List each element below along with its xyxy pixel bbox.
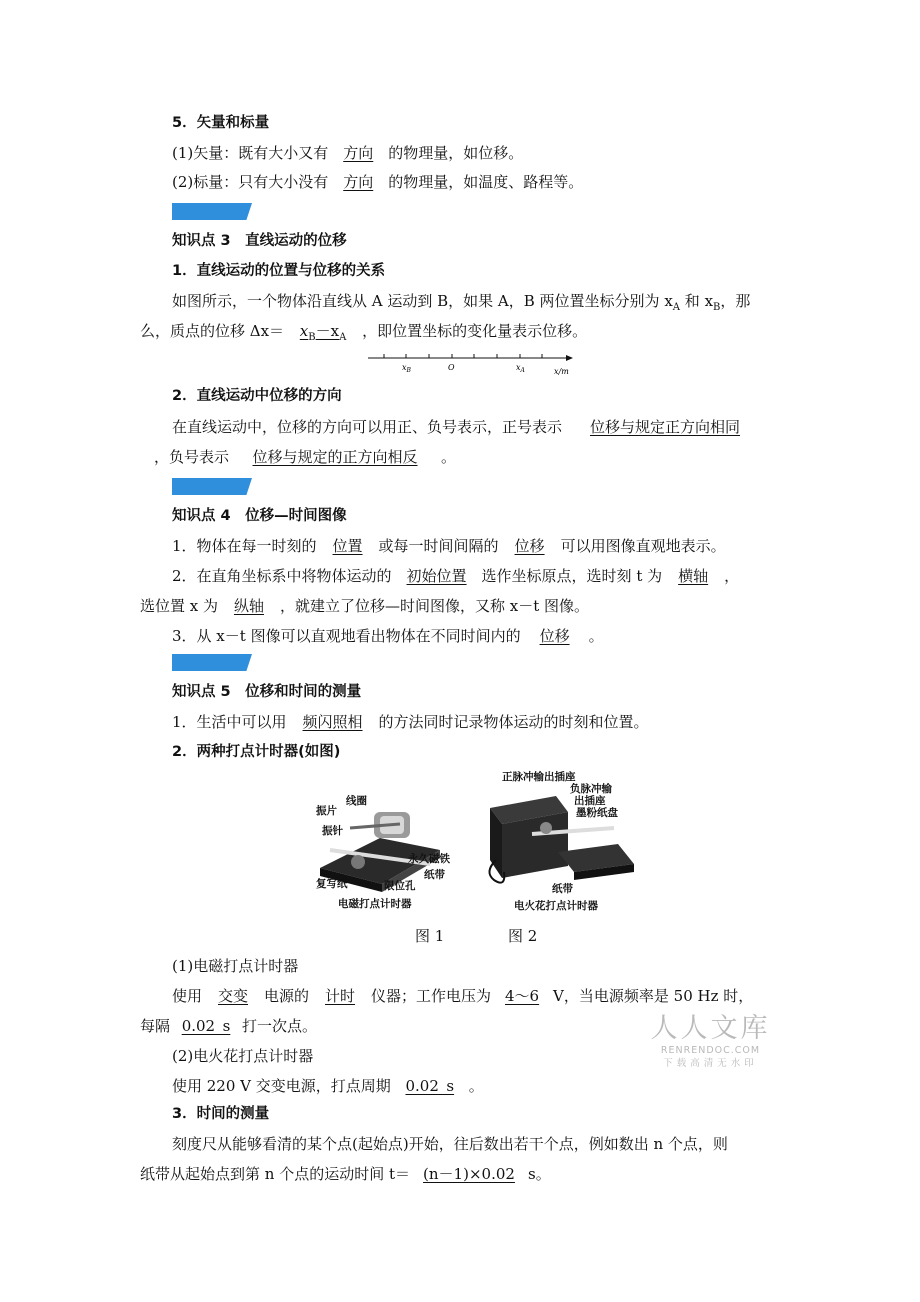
label-negative-socket-2: 出插座 [574, 795, 606, 807]
kp3-heading-2: 2．直线运动中位移的方向 [172, 388, 342, 404]
unit-label: x/m [554, 367, 569, 376]
answer-blank: 方向 [343, 173, 374, 191]
kp5-title: 知识点 5 位移和时间的测量 [172, 684, 362, 700]
text: 3．从 x－t 图像可以直观地看出物体在不同时间内的 [172, 627, 521, 645]
section-bar [172, 654, 252, 671]
text: 1．物体在每一时刻的 [172, 537, 317, 555]
text: 仪器；工作电压为 [371, 987, 492, 1005]
kp4-title: 知识点 4 位移—时间图像 [172, 508, 347, 524]
xa-label: $x_A$ [516, 363, 525, 374]
label-limit-hole: 限位孔 [384, 880, 416, 892]
label-needle: 振针 [322, 825, 343, 837]
axis-ticks [384, 354, 542, 358]
answer-blank: 位置 [332, 537, 363, 555]
text: 纸带从起始点到第 n 个点的运动时间 t＝ [140, 1165, 410, 1183]
answer-blank: 纵轴 [233, 597, 264, 615]
label-negative-socket-1: 负脉冲输 [570, 783, 612, 795]
figure-2-number: 图 2 [508, 927, 538, 945]
kp4-line-4 [172, 626, 604, 646]
label-toner-disc: 墨粉纸盘 [576, 807, 618, 819]
kp3-paragraph-2 [140, 321, 587, 348]
text: x [299, 322, 309, 340]
text: 电源的 [264, 987, 310, 1005]
text: ，负号表示 [154, 448, 230, 466]
answer-blank: 0.02_s [405, 1077, 455, 1095]
spark-timer-heading: (2)电火花打点计时器 [172, 1047, 314, 1065]
text: s。 [528, 1165, 551, 1183]
text: 如图所示，一个物体沿直线从 A 运动到 B，如果 A，B 两位置坐标分别为 x [172, 292, 673, 310]
subscript: A [672, 302, 681, 313]
answer-blank: 位移 [539, 627, 570, 645]
answer-blank: 0.02_s [181, 1017, 231, 1035]
text: (1)矢量：既有大小又有 [172, 144, 329, 162]
watermark-slogan: 下载高清无水印 [663, 1058, 758, 1069]
spark-timer-figure [484, 768, 636, 916]
em-timer-line-2 [140, 1016, 317, 1036]
text: V，当电源频率是 50 Hz 时， [553, 987, 754, 1005]
text: 使用 220 V 交变电源，打点周期 [172, 1077, 391, 1095]
kp4-line-1 [172, 536, 726, 556]
watermark-name: 人人文库 [650, 1013, 771, 1044]
answer-blank: 初始位置 [406, 567, 467, 585]
answer-blank: 位移与规定正方向相同 [590, 418, 741, 436]
answer-blank: 4～6 [505, 987, 540, 1005]
text: 使用 [172, 987, 203, 1005]
kp3-paragraph-3 [172, 417, 740, 437]
text: 每隔 [140, 1017, 171, 1035]
label-tape: 纸带 [552, 883, 573, 895]
answer-blank: 横轴 [678, 567, 709, 585]
figure-1-number: 图 1 [415, 927, 445, 945]
answer-blank: 方向 [343, 144, 374, 162]
carbon-disc [351, 855, 365, 869]
scalar-definition [172, 172, 583, 192]
text: 1．生活中可以用 [172, 713, 287, 731]
axis-arrow [566, 355, 573, 361]
section-bar [172, 203, 252, 220]
label-positive-socket: 正脉冲输出插座 [502, 771, 576, 783]
text: 的物理量，如位移。 [388, 144, 524, 162]
text: 选位置 x 为 [140, 597, 218, 615]
figure-1-caption: 电磁打点计时器 [338, 898, 412, 910]
em-timer-line-1 [172, 986, 753, 1006]
kp3-title: 知识点 3 直线运动的位移 [172, 233, 347, 249]
text: ， [724, 567, 740, 585]
text: 的物理量，如温度、路程等。 [388, 173, 584, 191]
figure-2-caption: 电火花打点计时器 [514, 900, 598, 912]
kp3-heading-1: 1．直线运动的位置与位移的关系 [172, 263, 386, 279]
kp5-line-2: 2．两种打点计时器(如图) [172, 744, 341, 760]
kp5-line-1 [172, 712, 649, 732]
subscript: B [713, 302, 721, 313]
text: ，那 [720, 292, 751, 310]
label-carbon-paper: 复写纸 [316, 878, 348, 890]
text: 或每一时间间隔的 [378, 537, 499, 555]
text: ，即位置坐标的变化量表示位移。 [362, 322, 588, 340]
text: 打一次点。 [242, 1017, 318, 1035]
kp4-line-3 [140, 596, 589, 616]
text: 2．在直角坐标系中将物体运动的 [172, 567, 392, 585]
subscript: B [308, 332, 316, 343]
electromagnetic-timer-figure [310, 768, 460, 916]
text: 在直线运动中，位移的方向可以用正、负号表示，正号表示 [172, 418, 563, 436]
label-magnet: 永久磁铁 [408, 853, 450, 865]
answer-blank: 位移与规定的正方向相反 [252, 448, 418, 466]
section-bar [172, 478, 252, 495]
spark-timer-line [172, 1076, 484, 1096]
text: 的方法同时记录物体运动的时刻和位置。 [378, 713, 649, 731]
answer-blank: 交变 [218, 987, 249, 1005]
subscript: A [339, 332, 347, 343]
origin-label: O [448, 363, 455, 372]
text: 和 x [680, 292, 714, 310]
watermark-domain: RENRENDOC.COM [660, 1045, 761, 1056]
text: 可以用图像直观地表示。 [560, 537, 726, 555]
answer-blank [284, 321, 362, 348]
text: 选作坐标原点，选时刻 t 为 [481, 567, 663, 585]
watermark [648, 1014, 773, 1070]
answer-blank: 频闪照相 [302, 713, 363, 731]
time-measure-line-1: 刻度尺从能够看清的某个点(起始点)开始，往后数出若干个点，例如数出 n 个点，则 [172, 1135, 728, 1153]
time-measure-line-2 [140, 1164, 551, 1184]
toner-disc [540, 822, 552, 834]
em-timer-heading: (1)电磁打点计时器 [172, 957, 299, 975]
label-reed: 振片 [316, 805, 337, 817]
time-measure-heading: 3．时间的测量 [172, 1106, 270, 1122]
text: 。 [468, 1077, 484, 1095]
text: 。 [441, 448, 457, 466]
kp3-paragraph-1 [172, 291, 750, 318]
label-tape: 纸带 [424, 869, 445, 881]
label-coil: 线圈 [346, 795, 367, 807]
text: (2)标量：只有大小没有 [172, 173, 329, 191]
answer-blank: 计时 [325, 987, 356, 1005]
text: －x [315, 322, 340, 340]
text: 。 [588, 627, 604, 645]
answer-blank: (n－1)×0.02 [423, 1165, 515, 1183]
section-5-heading: 5．矢量和标量 [172, 115, 270, 131]
vector-definition [172, 143, 523, 163]
xb-label: $x_B$ [402, 363, 411, 374]
text: 么，质点的位移 Δx＝ [140, 322, 285, 340]
number-line-figure [364, 350, 576, 378]
text: ，就建立了位移—时间图像，又称 x－t 图像。 [280, 597, 590, 615]
kp3-paragraph-4 [140, 447, 456, 467]
answer-blank: 位移 [514, 537, 545, 555]
kp4-line-2 [172, 566, 739, 586]
